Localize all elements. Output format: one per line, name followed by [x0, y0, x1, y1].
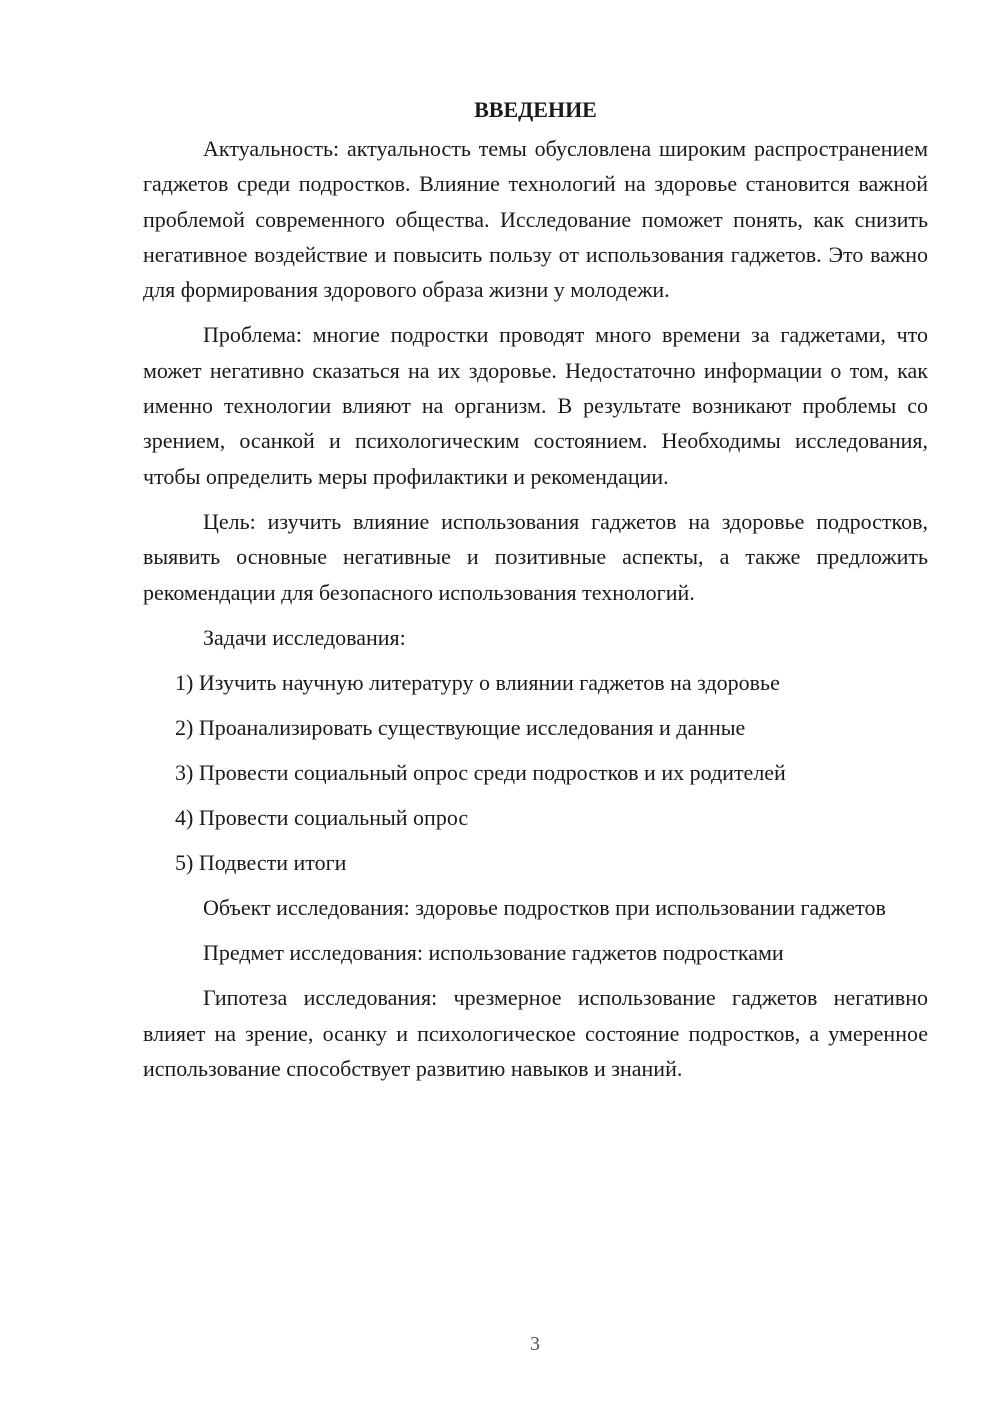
- page-number: 3: [530, 1333, 540, 1355]
- task-item-4: 4) Провести социальный опрос: [175, 804, 469, 830]
- problem-paragraph: Проблема: многие подростки проводят много времени за гаджетами, что может негативно сказаться на их здоровье. Недостаточно информации о том, как именно технологии влияют на организм. В результате возникают проблемы со зрением, осанкой и психологическим состоянием. Необходимы исследования, чтобы определить меры профилактики и рекомендации.: [143, 322, 928, 489]
- tasks-heading: Задачи исследования:: [203, 624, 406, 650]
- task-item-1: 1) Изучить научную литературу о влиянии гаджетов на здоровье: [175, 669, 780, 695]
- document-page: [143, 92, 928, 1096]
- goal-paragraph: Цель: изучить влияние использования гаджетов на здоровье подростков, выявить основные негативные и позитивные аспекты, а также предложить рекомендации для безопасного использования технологий.: [143, 508, 928, 605]
- hypothesis-paragraph: Гипотеза исследования: чрезмерное использование гаджетов негативно влияет на зрение, осанку и психологическое состояние подростков, а умеренное использование способствует развитию навыков и знаний.: [143, 985, 928, 1082]
- relevance-paragraph: Актуальность: актуальность темы обусловлена широким распространением гаджетов среди подростков. Влияние технологий на здоровье становится важной проблемой современного общества. Исследование поможет понять, как снизить негативное воздействие и повысить пользу от использования гаджетов. Это важно для формирования здорового образа жизни у молодежи.: [143, 136, 928, 303]
- task-item-3: 3) Провести социальный опрос среди подростков и их родителей: [175, 759, 786, 785]
- task-item-5: 5) Подвести итоги: [175, 849, 347, 875]
- tasks-list: [143, 665, 928, 880]
- task-item-2: 2) Проанализировать существующие исследования и данные: [175, 714, 746, 740]
- object-paragraph: Объект исследования: здоровье подростков при использовании гаджетов: [203, 894, 886, 920]
- section-heading: ВВЕДЕНИЕ: [474, 97, 597, 122]
- subject-paragraph: Предмет исследования: использование гаджетов подростками: [203, 940, 784, 966]
